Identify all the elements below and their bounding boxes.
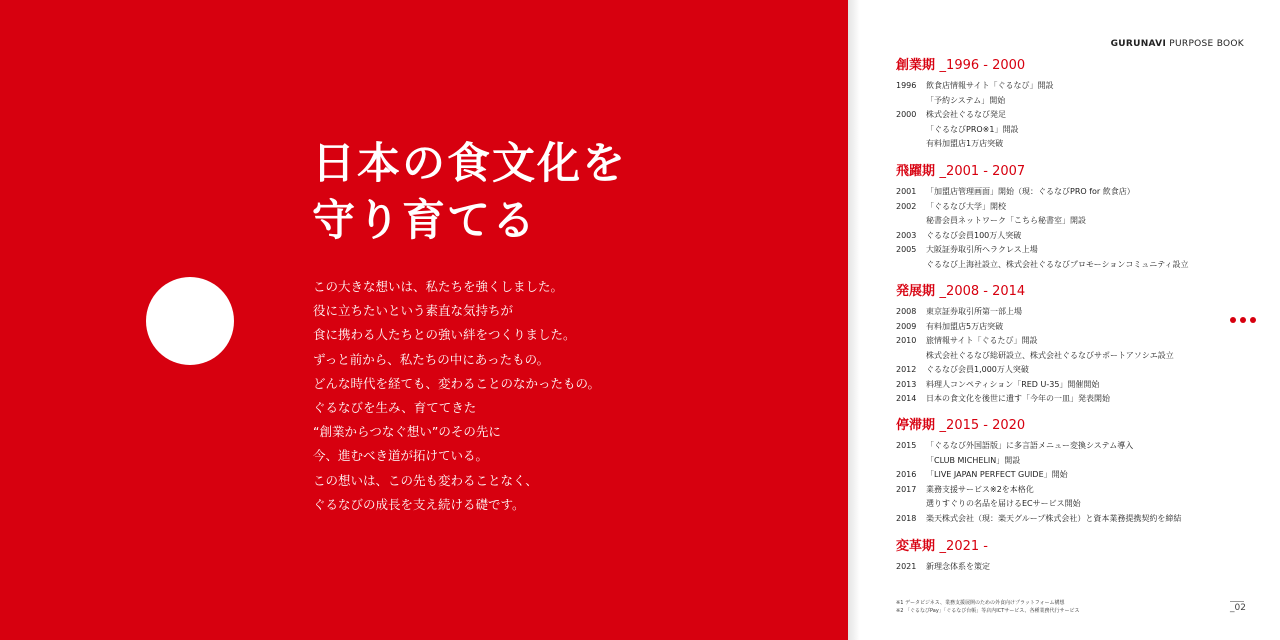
- row-text: 日本の食文化を後世に遺す「今年の一皿」発表開始: [926, 394, 1110, 403]
- timeline-row: [896, 392, 1256, 407]
- row-year: [896, 349, 926, 364]
- row-year: [896, 94, 926, 109]
- row-year: [896, 258, 926, 273]
- row-year: 2017: [896, 484, 917, 494]
- timeline-row: [896, 108, 1256, 123]
- row-year: [896, 497, 926, 512]
- row-year: 2014: [896, 394, 917, 403]
- dot: [1230, 317, 1236, 323]
- timeline-row: [896, 349, 1256, 364]
- page-gutter: [848, 0, 860, 640]
- row-text: 料理人コンペティション「RED U-35」開催開始: [926, 379, 1100, 389]
- row-text: ぐるなび上海社設立、株式会社ぐるなびプロモーションコミュニティ設立: [926, 259, 1189, 269]
- row-text: 株式会社ぐるなび発足: [926, 110, 1006, 119]
- section-founding: [896, 54, 1256, 152]
- row-year: 2013: [896, 379, 917, 389]
- timeline-row: [896, 497, 1256, 512]
- timeline-row: [896, 137, 1256, 152]
- row-year: [896, 137, 926, 152]
- timeline-row: [896, 512, 1256, 527]
- row-text: 「予約システム」開始: [926, 95, 1006, 105]
- section-years: _2008 - 2014: [939, 284, 1026, 299]
- more-dots-icon: [1230, 317, 1256, 323]
- brand-title: [1111, 39, 1244, 49]
- timeline-row: [896, 560, 1256, 575]
- body-line: ずっと前から、私たちの中にあったもの。: [313, 351, 550, 367]
- section-transformation: [896, 535, 1256, 575]
- section-years: _1996 - 2000: [939, 58, 1026, 73]
- row-year: 2015: [896, 441, 917, 450]
- row-year: 2002: [896, 201, 917, 211]
- headline-line: 日本の食文化を: [312, 139, 627, 189]
- timeline-row: [896, 123, 1256, 138]
- row-year: 2010: [896, 336, 917, 345]
- timeline-row: [896, 454, 1256, 469]
- section-title: [896, 535, 1256, 554]
- section-name: 変革期: [896, 539, 936, 554]
- row-year: 2005: [896, 245, 917, 254]
- body-line: 役に立ちたいという素直な気持ちが: [313, 303, 514, 319]
- section-name: 飛躍期: [896, 164, 936, 179]
- row-text: 楽天株式会社（現：楽天グループ株式会社）と資本業務提携契約を締結: [926, 513, 1182, 523]
- row-text: 有料加盟店5万店突破: [926, 321, 1004, 331]
- row-text: 「ぐるなび外国語版」に多言語メニュー変換システム導入: [926, 441, 1134, 450]
- body-line: この想いは、この先も変わることなく、: [313, 472, 538, 488]
- timeline-row: [896, 320, 1256, 335]
- section-growth: [896, 160, 1256, 272]
- body-line: ぐるなびの成長を支え続ける礎です。: [313, 496, 525, 512]
- body-line: この大きな想いは、私たちを強くしました。: [313, 279, 564, 294]
- timeline-row: [896, 94, 1256, 109]
- timeline-row: [896, 483, 1256, 498]
- body-line: どんな時代を経ても、変わることのなかったもの。: [313, 375, 601, 391]
- row-text: 「ぐるなび大学」開校: [926, 201, 1006, 211]
- dot: [1250, 317, 1256, 323]
- timeline-row: [896, 305, 1256, 320]
- footnotes: [896, 599, 1079, 615]
- timeline-row: [896, 468, 1256, 483]
- row-text: 株式会社ぐるなび総研設立、株式会社ぐるなびサポートアソシエ設立: [926, 350, 1174, 360]
- row-text: ぐるなび会員100万人突破: [926, 230, 1022, 240]
- timeline-row: [896, 229, 1256, 244]
- row-year: 2012: [896, 365, 917, 374]
- section-stagnation: [896, 414, 1256, 526]
- row-year: 2016: [896, 470, 917, 479]
- row-year: 2003: [896, 230, 917, 240]
- row-text: ぐるなび会員1,000万人突破: [926, 365, 1029, 374]
- row-text: 大阪証券取引所ヘラクレス上場: [926, 245, 1038, 254]
- timeline-row: [896, 258, 1256, 273]
- body-text: [313, 275, 600, 517]
- row-text: 飲食店情報サイト「ぐるなび」開設: [926, 81, 1054, 90]
- footnote: ※2 「ぐるなびPay」「ぐるなび台帳」等店内ICTサービス、各種業務代行サービス: [896, 608, 1080, 614]
- row-text: 有料加盟店1万店突破: [926, 139, 1004, 148]
- section-title: [896, 54, 1256, 73]
- row-text: 東京証券取引所第一部上場: [926, 307, 1022, 316]
- timeline-row: [896, 185, 1256, 200]
- row-year: [896, 123, 926, 138]
- section-years: _2001 - 2007: [939, 164, 1026, 179]
- section-title: [896, 280, 1256, 299]
- row-year: 2009: [896, 321, 917, 331]
- body-line: 食に携わる人たちとの強い絆をつくりました。: [313, 327, 576, 343]
- row-text: 「ぐるなびPRO※1」開設: [926, 124, 1019, 134]
- section-title: [896, 160, 1256, 179]
- timeline-row: [896, 439, 1256, 454]
- row-text: 旅情報サイト「ぐるたび」開設: [926, 336, 1038, 345]
- row-text: 「CLUB MICHELIN」開設: [926, 455, 1021, 465]
- section-years: _2021 -: [939, 539, 988, 554]
- timeline-row: [896, 378, 1256, 393]
- headline: [312, 136, 627, 250]
- row-text: 新理念体系を策定: [926, 562, 990, 571]
- footnote: ※1 データビジネス、業務支援展開のための外食向けプラットフォーム構想: [896, 600, 1065, 606]
- row-year: 2021: [896, 562, 917, 571]
- white-circle-decoration: [146, 277, 234, 365]
- timeline-row: [896, 79, 1256, 94]
- timeline-row: [896, 200, 1256, 215]
- section-name: 発展期: [896, 284, 936, 299]
- section-name: 停滞期: [896, 418, 936, 433]
- timeline-row: [896, 363, 1256, 378]
- row-text: 「加盟店管理画面」開始（現：ぐるなびPRO for 飲食店）: [926, 187, 1135, 196]
- section-name: 創業期: [896, 58, 936, 73]
- row-text: 秘書会員ネットワーク「こちら秘書室」開設: [926, 216, 1086, 225]
- section-title: [896, 414, 1256, 433]
- row-text: 業務支援サービス※2を本格化: [926, 484, 1034, 494]
- timeline-row: [896, 334, 1256, 349]
- section-years: _2015 - 2020: [939, 418, 1026, 433]
- row-year: 2018: [896, 513, 917, 523]
- body-line: “創業からつなぐ想い”のその先に: [313, 424, 501, 440]
- row-year: [896, 214, 926, 229]
- body-line: ぐるなびを生み、育ててきた: [313, 400, 477, 416]
- dot: [1240, 317, 1246, 323]
- row-year: 2008: [896, 307, 917, 316]
- row-year: [896, 454, 926, 469]
- timeline-row: [896, 214, 1256, 229]
- headline-line: 守り育てる: [312, 196, 537, 246]
- row-year: 1996: [896, 81, 917, 90]
- brand-subtitle: PURPOSE BOOK: [1166, 39, 1244, 49]
- row-year: 2001: [896, 187, 917, 196]
- brand-name: GURUNAVI: [1110, 39, 1167, 49]
- row-text: 選りすぐりの名品を届けるECサービス開始: [926, 499, 1081, 508]
- row-text: 「LIVE JAPAN PERFECT GUIDE」開始: [926, 470, 1068, 479]
- body-line: 今、進むべき道が拓けている。: [313, 448, 489, 464]
- timeline-row: [896, 243, 1256, 258]
- page-number: _02: [1230, 603, 1246, 613]
- row-year: 2000: [896, 110, 917, 119]
- section-development: [896, 280, 1256, 407]
